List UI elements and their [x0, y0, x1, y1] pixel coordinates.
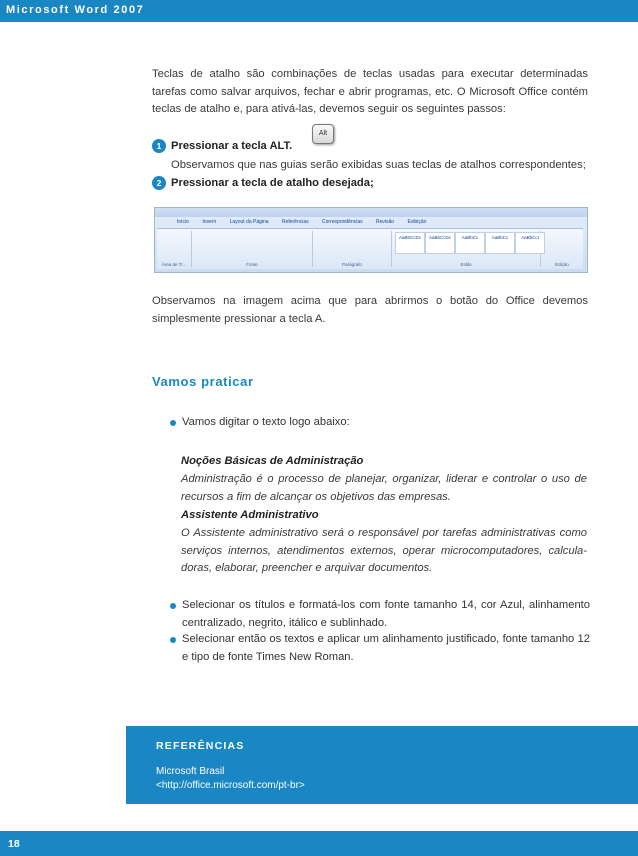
ribbon-group-editing [541, 231, 583, 267]
step-2-text: Pressionar a tecla de atalho desejada; [171, 177, 374, 189]
bullet-dot [170, 637, 176, 643]
alt-key-icon: Alt [312, 124, 334, 144]
ribbon-group-font [192, 231, 313, 267]
ribbon-tab: Referências [281, 219, 309, 225]
bullet-text: Selecionar os títulos e formatá-los com fonte tamanho 14, cor Azul, alinhamento centralizado, negrito, itálico e sublinhado. [182, 599, 590, 629]
step-1-number: 1 [152, 139, 166, 153]
exercise-text-1: Administração é o processo de planejar, organizar, liderar e controlar o uso de recursos a fim de alcançar os objetivos das empresas. [181, 473, 587, 503]
references-link[interactable]: <http://office.microsoft.com/pt-br> [156, 780, 305, 791]
references-line: Microsoft Brasil [156, 766, 225, 777]
exercise-title-2: Assistente Administrativo [181, 509, 319, 521]
ribbon-style-heading2: AaBbCc [485, 232, 515, 254]
ribbon-group-label: Estilo [460, 262, 472, 267]
step-1-note: Observamos que nas guias serão exibidas suas teclas de atalhos correspondentes; [171, 159, 586, 171]
ribbon-group-label: Edição [555, 262, 569, 267]
ribbon-style-title: AaBbCcI [515, 232, 545, 254]
ribbon-tab: Revisão [376, 219, 395, 225]
references-title: REFERÊNCIAS [156, 740, 245, 752]
step-2-number: 2 [152, 176, 166, 190]
bullet-item [170, 414, 590, 432]
header-title: Microsoft Word 2007 [6, 4, 145, 16]
ribbon-style-nospacing: AaBbCcDc [425, 232, 455, 254]
step-2 [152, 175, 592, 193]
bullet-dot [170, 420, 176, 426]
ribbon-group-clipboard [157, 231, 192, 267]
step-1 [152, 138, 592, 156]
ribbon-tab: Layout da Página [229, 219, 269, 225]
word-ribbon-screenshot [154, 207, 588, 273]
ribbon-title-bar [155, 208, 587, 217]
ribbon-style-heading1: AaBbCc [455, 232, 485, 254]
ribbon-tabs [177, 219, 438, 225]
references-box [126, 726, 638, 804]
exercise-text-2: O Assistente administrativo será o responsável por tarefas administrativas como serviços internos, atendimentos externos, operar microcomputadores, calcula-doras, elaborar, preencher e arquivar documentos. [181, 527, 587, 574]
ribbon-group-paragraph [313, 231, 392, 267]
ribbon-tab: Início [177, 219, 189, 225]
ribbon-tab: Correspondências [322, 219, 363, 225]
header-bar [0, 0, 638, 22]
observation-paragraph: Observamos na imagem acima que para abrirmos o botão do Office devemos simplesmente pressionar a tecla A. [152, 295, 588, 325]
footer-bar [0, 831, 638, 856]
bullet-dot [170, 603, 176, 609]
section-title: Vamos praticar [152, 374, 254, 389]
exercise-title-1: Noções Básicas de Administração [181, 455, 364, 467]
bullet-text: Selecionar então os textos e aplicar um alinhamento justificado, fonte tamanho 12 e tipo de fonte Times New Roman. [182, 633, 590, 663]
intro-paragraph: Teclas de atalho são combinações de teclas usadas para executar determinadas tarefas como salvar arquivos, fechar e abrir programas, etc. O Microsoft Office contém teclas de atalho e, para ativá-las, devemos seguir os seguintes passos: [152, 68, 588, 115]
ribbon-tab: Exibição [407, 219, 427, 225]
page-number: 18 [8, 838, 20, 850]
ribbon-group-label: Fonte [246, 262, 258, 267]
step-1-text: Pressionar a tecla ALT. [171, 140, 293, 152]
bullet-item [170, 631, 590, 666]
ribbon-group-label: Parágrafo [342, 262, 362, 267]
bullet-item [170, 597, 590, 632]
ribbon-tab: Inserir [202, 219, 217, 225]
bullet-text: Vamos digitar o texto logo abaixo: [182, 416, 350, 428]
ribbon-group-label: Área de Tr... [161, 262, 187, 267]
ribbon-style-normal: AaBbCcDc [395, 232, 425, 254]
